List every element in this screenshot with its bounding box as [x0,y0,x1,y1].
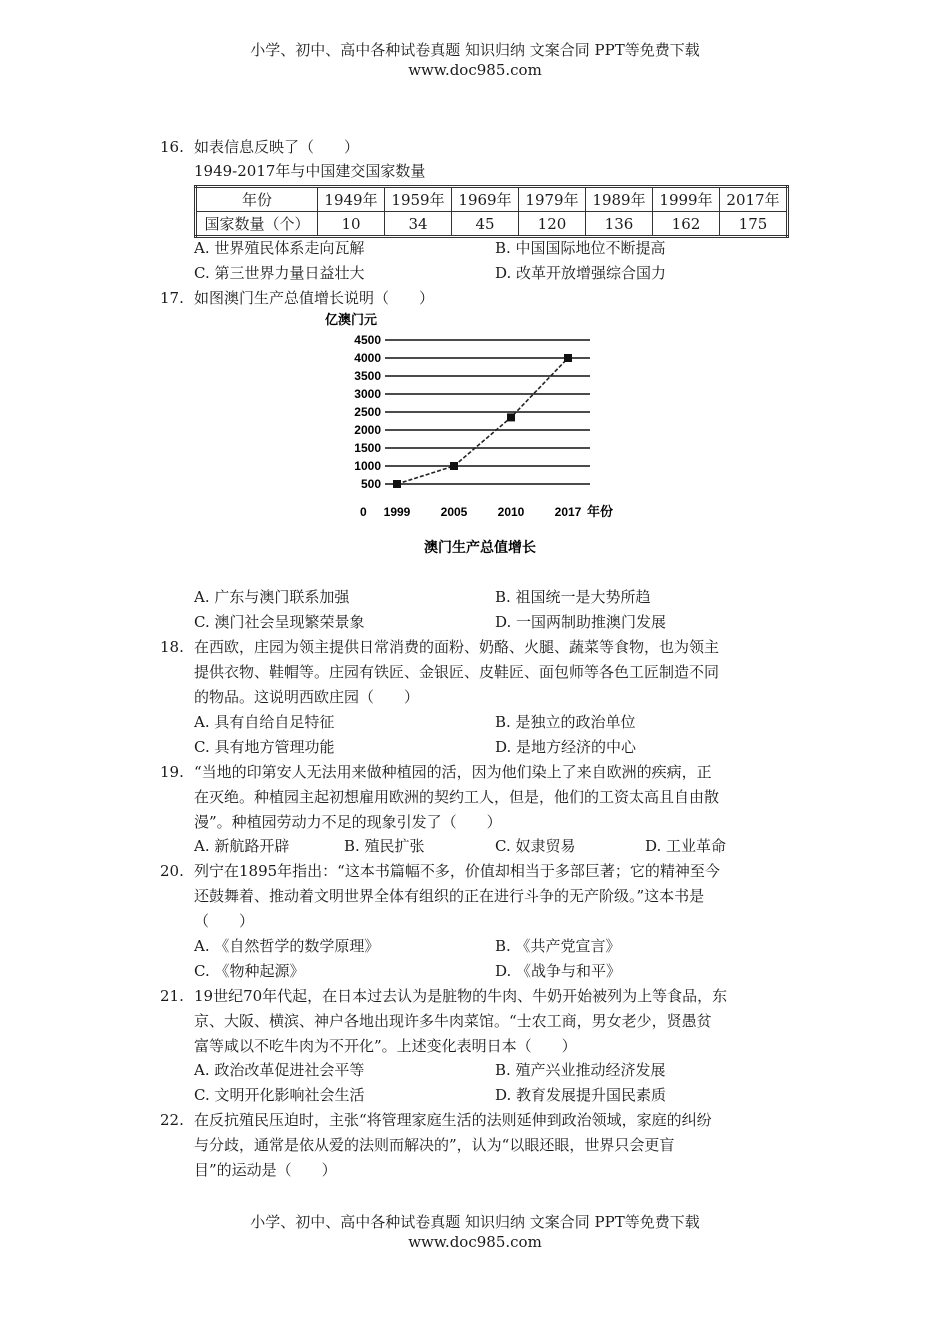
question-20-stem-line: 还鼓舞着、推动着文明世界全体有组织的正在进行斗争的无产阶级。”这本书是 [194,887,705,905]
chart-y-axis-label: 亿澳门元 [325,312,378,327]
table-cell: 2017年 [720,187,788,212]
table-cell: 136 [586,212,653,237]
chart-y-tick-label: 2500 [354,405,381,419]
table-cell: 45 [452,212,519,237]
table-cell: 年份 [196,187,318,212]
question-22-stem-line: 与分歧，通常是依从爱的法则而解决的”，认为“以眼还眼，世界只会更盲 [194,1136,675,1154]
question-16-table [194,185,789,238]
table-cell: 162 [653,212,720,237]
table-cell: 34 [385,212,452,237]
chart-data-point [450,462,458,470]
question-17-option-c[interactable]: C. 澳门社会呈现繁荣景象 [194,613,365,631]
question-18-stem-line: 在西欧，庄园为领主提供日常消费的面粉、奶酪、火腿、蔬菜等食物，也为领主 [194,638,720,656]
page-header-ad: 小学、初中、高中各种试卷真题 知识归纳 文案合同 PPT等免费下载 [250,41,700,59]
macau-gdp-chart [325,310,635,560]
question-16-option-b[interactable]: B. 中国国际地位不断提高 [495,239,666,257]
question-16-option-a[interactable]: A. 世界殖民体系走向瓦解 [194,239,365,257]
question-19-option-a[interactable]: A. 新航路开辟 [194,837,290,855]
question-17-option-b[interactable]: B. 祖国统一是大势所趋 [495,588,651,606]
chart-x-tick-label: 2017 [554,505,582,519]
question-19-stem-line: 在灭绝。种植园主起初想雇用欧洲的契约工人，但是，他们的工资太高且自由散 [194,788,720,806]
page-footer-ad: 小学、初中、高中各种试卷真题 知识归纳 文案合同 PPT等免费下载 [250,1213,700,1231]
question-21-number: 21. [160,987,184,1005]
question-20-stem-line: （ ） [194,912,255,930]
question-17-number: 17. [160,289,184,307]
table-row [196,187,788,212]
table-cell: 175 [720,212,788,237]
table-cell: 1979年 [519,187,586,212]
chart-x-tick-label: 1999 [383,505,411,519]
question-19-stem-line: “当地的印第安人无法用来做种植园的活，因为他们染上了来自欧洲的疾病，正 [194,763,712,781]
chart-y-ticks [354,333,381,491]
question-16-option-d[interactable]: D. 改革开放增强综合国力 [495,264,667,282]
question-20-number: 20. [160,862,184,880]
chart-y-tick-label: 3000 [354,387,381,401]
question-20-stem-line: 列宁在1895年指出：“这本书篇幅不多，价值却相当于多部巨著；它的精神至今 [194,862,720,880]
question-17-option-d[interactable]: D. 一国两制助推澳门发展 [495,613,667,631]
question-18-option-a[interactable]: A. 具有自给自足特征 [194,713,335,731]
question-21-stem-line: 19世纪70年代起，在日本过去认为是脏物的牛肉、牛奶开始被列为上等食品，东 [194,987,728,1005]
question-19-stem-line: 漫”。种植园劳动力不足的现象引发了（ ） [194,813,502,831]
question-18-option-b[interactable]: B. 是独立的政治单位 [495,713,636,731]
chart-y-tick-label: 1500 [354,441,381,455]
chart-data-point [393,480,401,488]
question-20-option-d[interactable]: D. 《战争与和平》 [495,962,622,980]
question-19-number: 19. [160,763,184,781]
question-18-number: 18. [160,638,184,656]
chart-gridlines [385,340,590,484]
chart-data-point [507,413,515,421]
question-18-option-c[interactable]: C. 具有地方管理功能 [194,738,335,756]
question-21-option-b[interactable]: B. 殖产兴业推动经济发展 [495,1061,666,1079]
question-18-option-d[interactable]: D. 是地方经济的中心 [495,738,637,756]
question-16-stem: 如表信息反映了（ ） [194,138,360,156]
question-18-stem-line: 的物品。这说明西欧庄园（ ） [194,688,420,706]
question-22-stem-line: 目”的运动是（ ） [194,1161,337,1179]
question-17-stem: 如图澳门生产总值增长说明（ ） [194,289,435,307]
question-22-number: 22. [160,1111,184,1129]
chart-y-tick-label: 4000 [354,351,381,365]
table-cell: 120 [519,212,586,237]
table-cell: 1989年 [586,187,653,212]
chart-y-tick-label: 2000 [354,423,381,437]
table-row [196,212,788,237]
question-22-stem-line: 在反抗殖民压迫时，主张“将管理家庭生活的法则延伸到政治领域，家庭的纠纷 [194,1111,712,1129]
page-header-url: www.doc985.com [408,61,542,79]
chart-y-tick-label: 1000 [354,459,381,473]
table-cell: 1949年 [318,187,385,212]
chart-points [393,354,572,488]
question-21-option-a[interactable]: A. 政治改革促进社会平等 [194,1061,365,1079]
chart-origin-label: 0 [360,505,367,519]
question-17-option-a[interactable]: A. 广东与澳门联系加强 [194,588,350,606]
question-21-option-c[interactable]: C. 文明开化影响社会生活 [194,1086,365,1104]
chart-x-axis-label: 年份 [587,504,614,519]
question-18-stem-line: 提供衣物、鞋帽等。庄园有铁匠、金银匠、皮鞋匠、面包师等各色工匠制造不同 [194,663,720,681]
question-20-option-a[interactable]: A. 《自然哲学的数学原理》 [194,937,380,955]
question-20-option-c[interactable]: C. 《物种起源》 [194,962,305,980]
chart-x-tick-label: 2010 [497,505,525,519]
question-19-option-c[interactable]: C. 奴隶贸易 [495,837,576,855]
question-20-option-b[interactable]: B. 《共产党宣言》 [495,937,621,955]
table-cell: 10 [318,212,385,237]
question-16-table-title: 1949-2017年与中国建交国家数量 [194,162,426,180]
chart-y-tick-label: 500 [360,477,381,491]
table-cell: 1959年 [385,187,452,212]
question-21-option-d[interactable]: D. 教育发展提升国民素质 [495,1086,667,1104]
chart-data-point [564,354,572,362]
table-cell: 国家数量（个） [196,212,318,237]
table-cell: 1969年 [452,187,519,212]
question-19-option-d[interactable]: D. 工业革命 [645,837,727,855]
chart-y-tick-label: 3500 [354,369,381,383]
question-16-option-c[interactable]: C. 第三世界力量日益壮大 [194,264,365,282]
chart-x-ticks [384,505,582,519]
question-21-stem-line: 富等咸以不吃牛肉为不开化”。上述变化表明日本（ ） [194,1037,577,1055]
question-16-number: 16. [160,138,184,156]
question-19-option-b[interactable]: B. 殖民扩张 [344,837,425,855]
chart-y-tick-label: 4500 [354,333,381,347]
chart-title: 澳门生产总值增长 [424,539,536,555]
chart-x-tick-label: 2005 [440,505,468,519]
question-21-stem-line: 京、大阪、横滨、神户各地出现许多牛肉菜馆。“士农工商，男女老少，贤愚贫 [194,1012,712,1030]
page-footer-url: www.doc985.com [408,1233,542,1251]
table-cell: 1999年 [653,187,720,212]
